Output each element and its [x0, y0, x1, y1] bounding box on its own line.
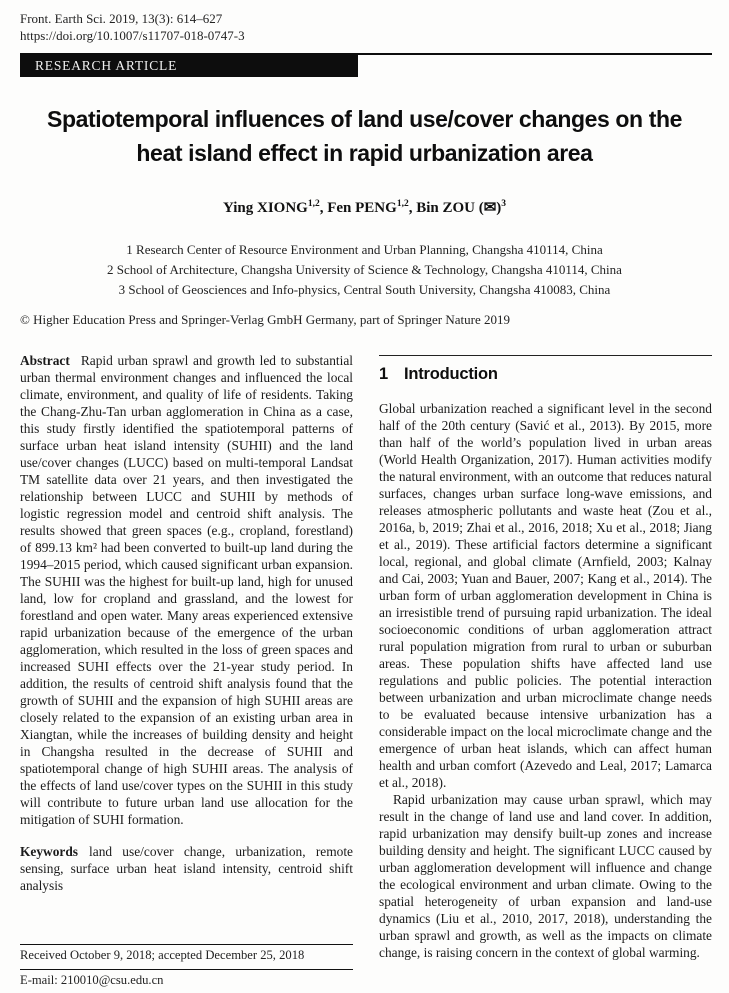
author-separator: , — [408, 200, 417, 216]
introduction-paragraph-2: Rapid urbanization may cause urban sprawl, which may result in the change of land use and land cover. In addition, rapid urbanization may densify built-up zones and increase building density and height. The significant LUCC caused by urban agglomeration development will influence and change the ecological environment and urban climate. Owing to the spatial heterogeneity of urban expansion and land-use dynamics (Liu et al., 2010, 2017, 2018), understanding the urban sprawl and growth, as well as the impacts on climate change, is raising concern in the context of global warming. — [379, 792, 712, 960]
article-type-badge: RESEARCH ARTICLE — [20, 55, 358, 77]
author-line — [0, 198, 729, 217]
section-number: 1 — [379, 365, 388, 383]
article-type-bar — [20, 53, 712, 77]
footnote-block — [20, 944, 353, 988]
author-separator: , — [319, 200, 328, 216]
doi-text: https://doi.org/10.1007/s11707-018-0747-3 — [20, 27, 245, 43]
journal-header — [20, 11, 245, 44]
section-title: Introduction — [403, 365, 498, 383]
keywords-paragraph — [20, 843, 353, 894]
left-column — [20, 352, 353, 988]
affiliation-2: 2 School of Architecture, Changsha University of Science & Technology, Changsha 410114, China — [107, 262, 622, 277]
email-line: E-mail: 210010@csu.edu.cn — [20, 969, 353, 988]
corresponding-author-envelope-icon: (✉) — [478, 200, 502, 216]
introduction-heading — [379, 365, 712, 384]
paper-title-line1: Spatiotemporal influences of land use/cover changes on the — [47, 106, 682, 132]
author-1-affil-sup: 1,2 — [307, 199, 320, 209]
copyright-line: © Higher Education Press and Springer-Verlag GmbH Germany, part of Springer Nature 2019 — [20, 312, 511, 327]
affiliations — [0, 240, 729, 300]
affiliation-1: 1 Research Center of Resource Environment and Urban Planning, Changsha 410114, China — [126, 242, 603, 257]
abstract-text: Rapid urban sprawl and growth led to substantial urban thermal environment changes and influenced the local climate, environment, and quality of life of residents. Taking the Chang-Zhu-Tan urban agglomeration in China as a case, this study firstly identified the spatiotemporal patterns of surface urban heat island intensity (SUHII) and the land use/cover changes (LUCC) based on multi-temporal Landsat TM satellite data over 21 years, and then investigated the relationship between LUCC and SUHII by methods of logistic regression model and centroid shift analysis. The results showed that green spaces (e.g., cropland, forestland) of 899.13 km² had been converted to built-up land during the 1994–2015 period, which caused significant urban expansion. The SUHII was the highest for built-up land, high for unused land, low for cropland and grassland, and the lowest for forestland and open water. Many areas experienced extensive rapid urbanization because of the emergence of the urban agglomeration, which resulted in the loss of green spaces and increased SUHI effects over the 21-year study period. In addition, the results of centroid shift analysis found that the growth of SUHII and the expansion of high SUHII areas are closely related to the expansion of an existing urban area in Xiangtan, while the increases of building density and height in Changsha resulted in the decrease of SUHII and spatiotemporal change of high SUHII areas. The analysis of the effects of land use/cover types on the SUHII in this study will contribute to future urban land use allocation for the mitigation of SUHI formation. — [20, 353, 353, 827]
section-divider-rule — [379, 355, 712, 356]
introduction-paragraph-1: Global urbanization reached a significant level in the second half of the 20th century (Savić et al., 2013). By 2015, more than half of the world’s population lived in urban areas (World Health Organization, 2017). Human activities modify the natural environment, with an outcome that reduces natural surfaces, changes urban surface long-wave emissions, and releases atmospheric pollutants and waste heat (Zou et al., 2016a, b, 2019; Zhai et al., 2016, 2018; Xu et al., 2018; Jiang et al., 2019). These artificial factors determine a significant local, regional, and global climate (Arnfield, 2003; Kalnay and Cai, 2003; Yuan and Bauer, 2007; Kang et al., 2014). The urban form of urban agglomeration development in China is an irresistible trend of pursuing rapid urbanization. The ideal socioeconomic conditions of urban agglomeration attract rural population migration from rural to urban or suburban areas. These population shifts have affected land use regulations and public policies. The potential interaction between urbanization and urban microclimate change needs to be evaluated because intensive urbanization has a considerable impact on the local microclimate change and the emergence of urban heat islands, which can affect human health and urban comfort (Azevedo and Leal, 2017; Lamarca et al., 2018). — [379, 401, 712, 790]
author-1: Ying XIONG — [222, 200, 308, 216]
paper-title — [0, 102, 729, 170]
keywords-label: Keywords — [20, 844, 79, 859]
right-column — [379, 352, 712, 988]
body-columns — [20, 352, 712, 988]
paper-title-line2: heat island effect in rapid urbanization area — [136, 140, 593, 166]
journal-reference: Front. Earth Sci. 2019, 13(3): 614–627 — [20, 11, 223, 26]
author-3: Bin ZOU — [416, 200, 479, 216]
affiliation-3: 3 School of Geosciences and Info-physics, Central South University, Changsha 410083, China — [118, 282, 611, 297]
author-3-affil-sup: 3 — [501, 199, 507, 209]
keywords-text: land use/cover change, urbanization, remote sensing, surface urban heat island intensity, centroid shift analysis — [20, 844, 353, 893]
received-accepted-line: Received October 9, 2018; accepted December 25, 2018 — [20, 944, 353, 969]
abstract-label: Abstract — [20, 353, 70, 368]
author-2: Fen PENG — [327, 200, 397, 216]
author-2-affil-sup: 1,2 — [396, 199, 409, 209]
abstract-paragraph — [20, 352, 353, 828]
